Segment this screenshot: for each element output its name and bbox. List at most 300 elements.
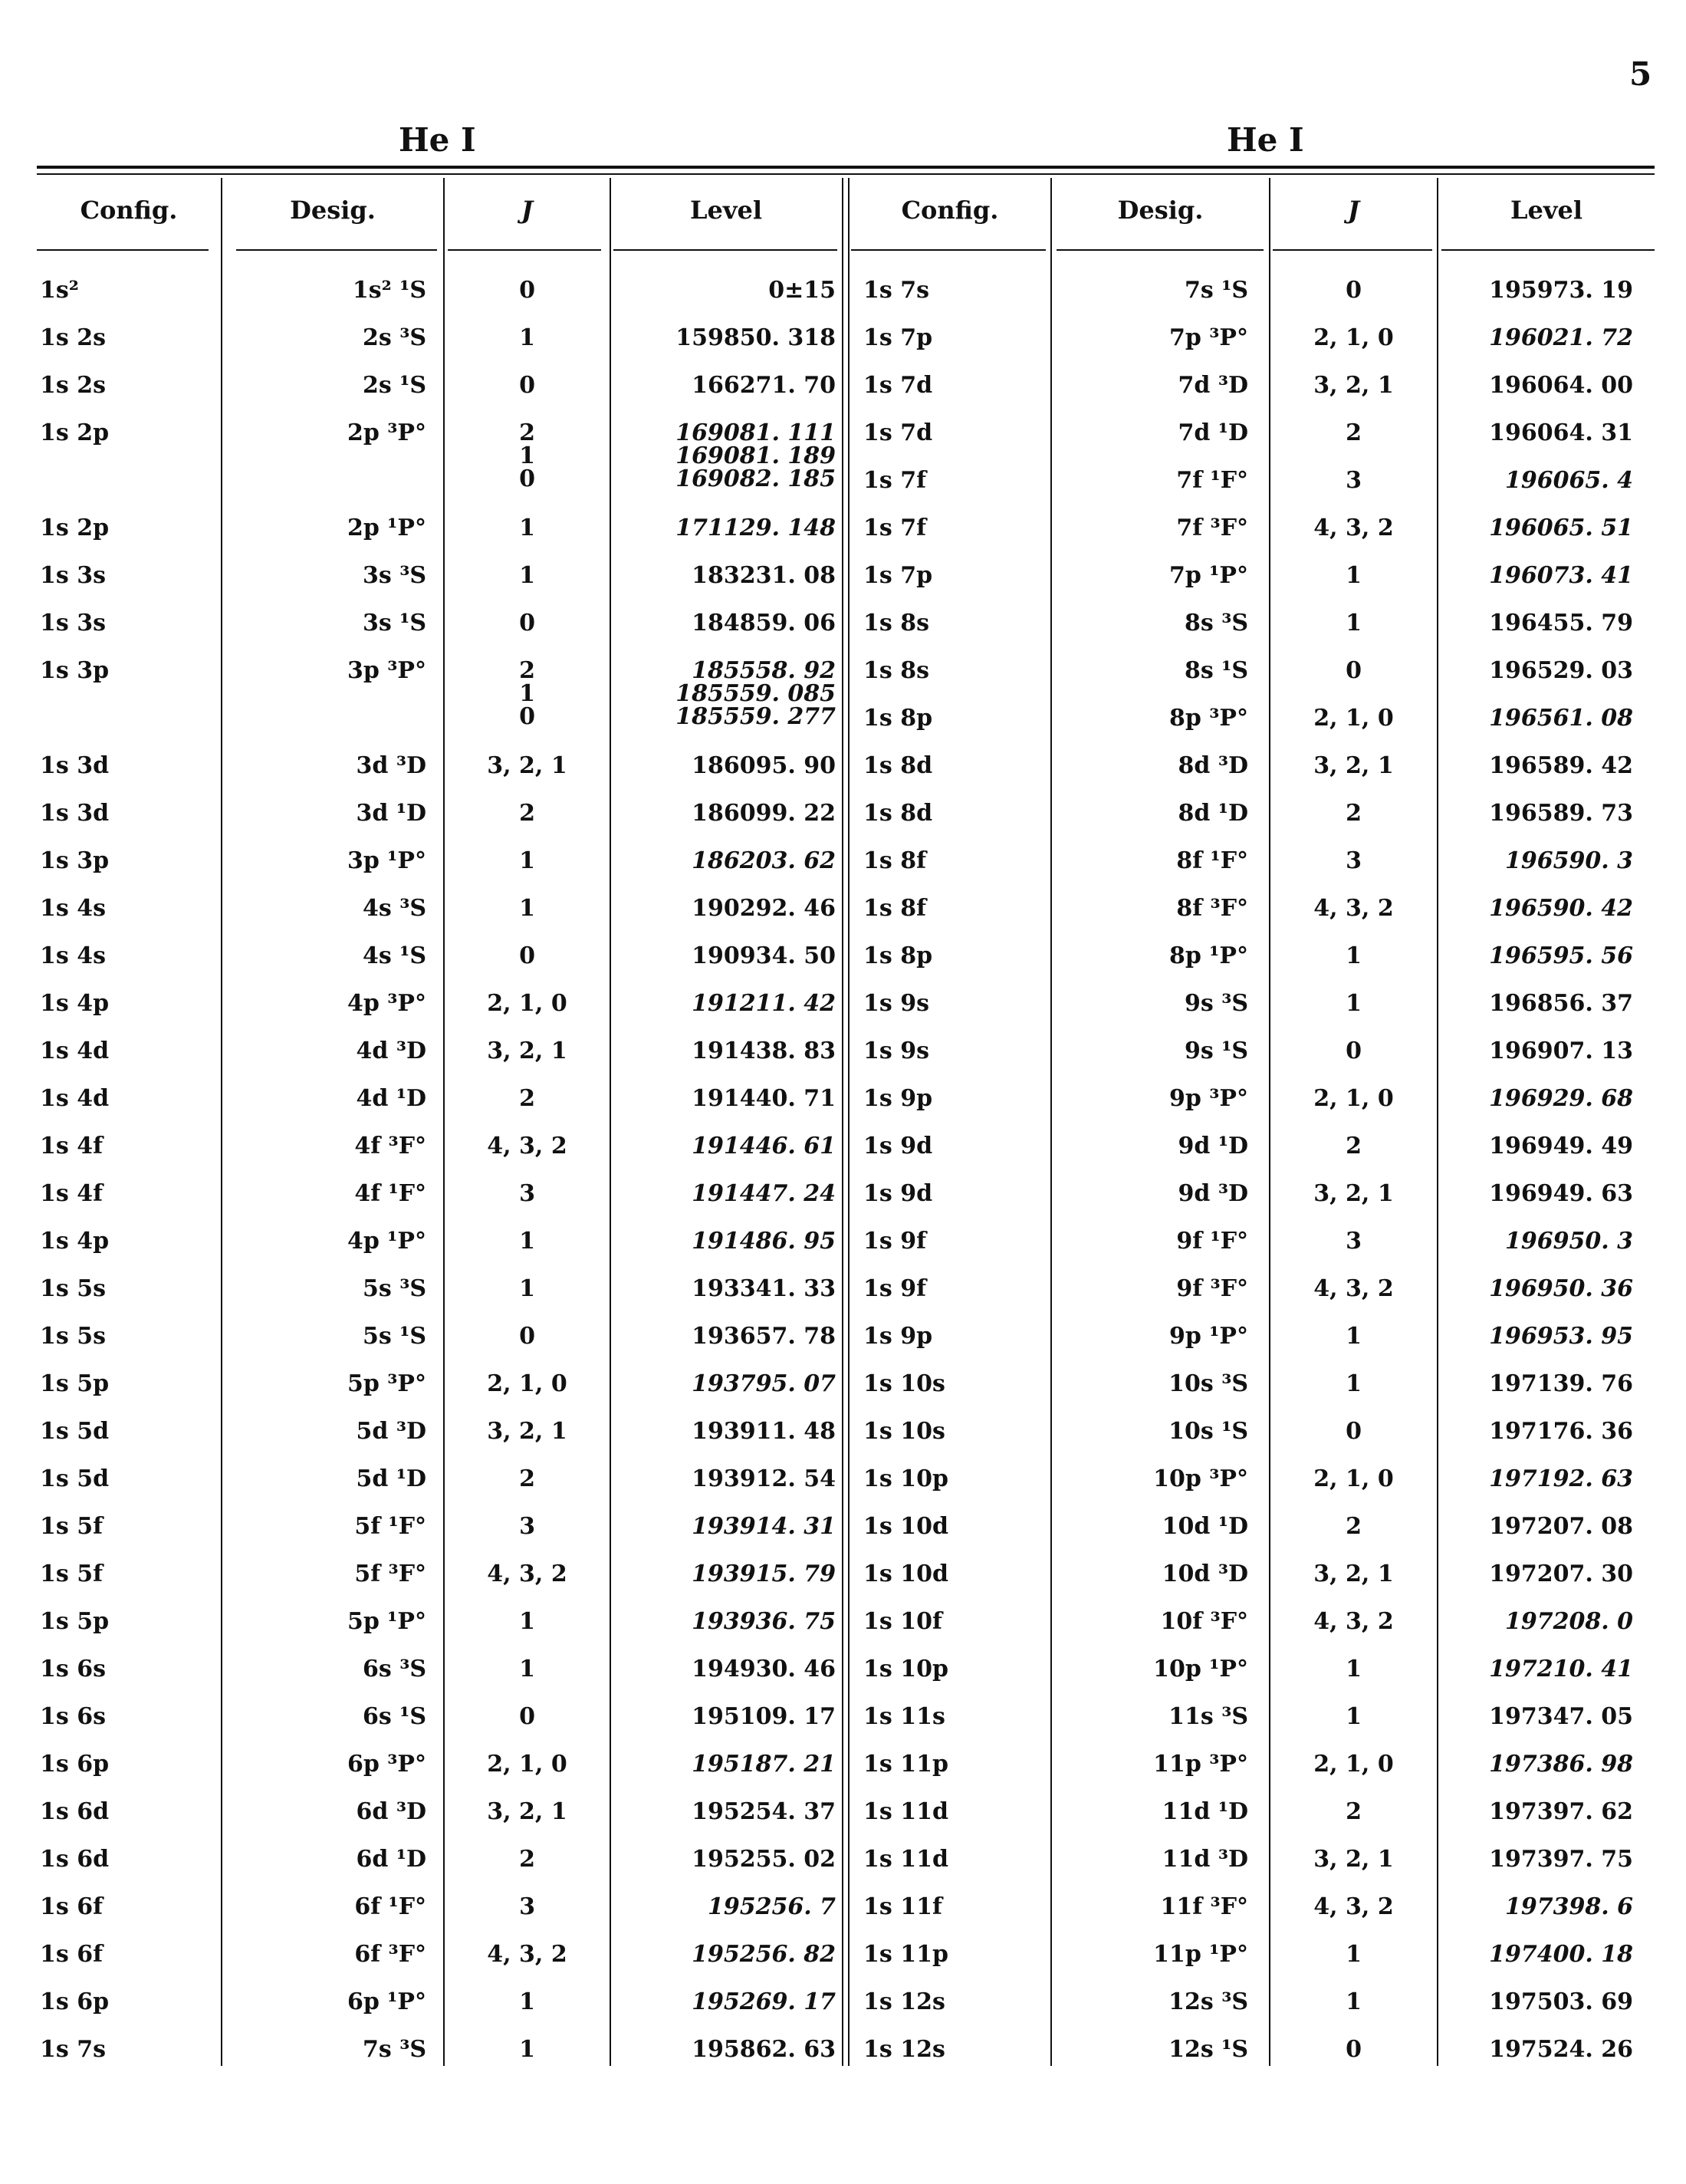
header-rule	[1273, 249, 1432, 251]
j-cell: 3, 2, 1	[1313, 1561, 1394, 1587]
j-cell: 0	[519, 942, 535, 969]
desig-cell: 10s ³S	[1168, 1370, 1248, 1397]
level-cell: 197503. 69	[1489, 1988, 1633, 2015]
table-row	[37, 1883, 1655, 1931]
config-cell: 1s 2p	[40, 515, 110, 541]
level-cell: 197207. 08	[1489, 1513, 1633, 1540]
table-row	[37, 932, 1655, 980]
config-cell: 1s 11p	[863, 1751, 948, 1778]
level-cell: 195187. 21	[692, 1751, 836, 1778]
level-cell: 196455. 79	[1489, 610, 1633, 636]
desig-cell: 2p ¹P°	[347, 515, 426, 541]
j-cell-line: 2	[519, 419, 535, 446]
desig-cell: 11f ³F°	[1160, 1893, 1248, 1920]
config-cell: 1s 3d	[40, 800, 110, 827]
desig-cell: 5s ¹S	[362, 1323, 426, 1350]
level-cell: 196953. 95	[1489, 1323, 1633, 1350]
j-cell: 3, 2, 1	[1313, 752, 1394, 779]
level-cell: 196073. 41	[1489, 562, 1633, 589]
level-cell: 197208. 0	[1504, 1608, 1633, 1635]
config-cell: 1s 5d	[40, 1418, 110, 1445]
j-cell-line: 1	[519, 680, 535, 707]
level-cell: 194930. 46	[692, 1656, 836, 1682]
desig-cell: 10d ³D	[1162, 1561, 1248, 1587]
table-row	[37, 1646, 1655, 1693]
j-cell: 3, 2, 1	[487, 1418, 567, 1445]
level-cell: 196950. 3	[1504, 1228, 1633, 1255]
j-cell: 1	[519, 562, 535, 589]
config-cell: 1s²	[40, 277, 79, 304]
level-cell: 184859. 06	[692, 610, 836, 636]
config-cell: 1s 11d	[863, 1846, 948, 1873]
desig-cell: 9d ¹D	[1178, 1133, 1248, 1159]
config-cell: 1s 6s	[40, 1703, 106, 1730]
j-cell: 2	[1346, 800, 1362, 827]
config-cell: 1s 11p	[863, 1941, 948, 1968]
level-cell: 197524. 26	[1489, 2036, 1633, 2063]
desig-cell: 11p ¹P°	[1153, 1941, 1248, 1968]
header-rule	[236, 249, 437, 251]
desig-cell: 8s ¹S	[1184, 657, 1248, 684]
desig-cell: 4s ¹S	[362, 942, 426, 969]
table-row	[37, 1788, 1655, 1836]
config-cell: 1s 9p	[863, 1323, 933, 1350]
j-cell: 2, 1, 0	[1313, 324, 1394, 351]
desig-cell: 8f ³F°	[1176, 895, 1248, 922]
level-cell: 196595. 56	[1489, 942, 1633, 969]
config-cell: 1s 9f	[863, 1228, 926, 1255]
config-cell: 1s 6f	[40, 1893, 103, 1920]
desig-cell: 10d ¹D	[1162, 1513, 1248, 1540]
table-row	[37, 1836, 1655, 1883]
desig-cell: 5d ¹D	[356, 1465, 426, 1492]
level-cell: 191211. 42	[692, 990, 836, 1017]
table-row	[37, 1028, 1655, 1075]
config-cell: 1s 5p	[40, 1608, 110, 1635]
top-rule-thick	[37, 166, 1655, 169]
j-cell: 1	[519, 847, 535, 874]
j-cell: 3	[519, 1180, 535, 1207]
level-cell: 197386. 98	[1489, 1751, 1633, 1778]
j-cell: 2, 1, 0	[487, 990, 567, 1017]
header-rule	[613, 249, 837, 251]
config-cell: 1s 8s	[863, 657, 929, 684]
desig-cell: 10p ¹P°	[1153, 1656, 1248, 1682]
level-cell: 166271. 70	[692, 372, 836, 399]
section-title-right: He I	[1227, 121, 1304, 159]
level-cell: 195256. 82	[692, 1941, 836, 1968]
header-config-left: Config.	[80, 196, 178, 225]
level-cell: 196561. 08	[1489, 705, 1633, 732]
j-cell: 1	[519, 515, 535, 541]
config-cell: 1s 5s	[40, 1275, 106, 1302]
j-cell: 3, 2, 1	[487, 1798, 567, 1825]
j-cell: 0	[1346, 1418, 1362, 1445]
config-cell: 1s 11d	[863, 1798, 948, 1825]
table-row	[37, 1218, 1655, 1265]
table-row	[37, 1931, 1655, 1978]
level-cell: 183231. 08	[692, 562, 836, 589]
j-cell: 3	[1346, 467, 1362, 494]
table-row	[37, 837, 1655, 885]
desig-cell: 7d ¹D	[1178, 419, 1248, 446]
desig-cell: 10f ³F°	[1160, 1608, 1248, 1635]
level-cell: 191438. 83	[692, 1038, 836, 1064]
j-cell: 2, 1, 0	[1313, 1465, 1394, 1492]
level-cell: 197139. 76	[1489, 1370, 1633, 1397]
desig-cell: 7s ¹S	[1184, 277, 1248, 304]
level-cell: 197207. 30	[1489, 1561, 1633, 1587]
config-cell: 1s 5s	[40, 1323, 106, 1350]
header-j-left: J	[521, 196, 534, 225]
j-cell: 3, 2, 1	[487, 752, 567, 779]
j-cell: 1	[1346, 1703, 1362, 1730]
j-cell: 2, 1, 0	[1313, 705, 1394, 732]
config-cell: 1s 6f	[40, 1941, 103, 1968]
level-cell: 196589. 42	[1489, 752, 1633, 779]
desig-cell: 9p ¹P°	[1169, 1323, 1248, 1350]
level-cell: 191446. 61	[692, 1133, 836, 1159]
config-cell: 1s 7s	[40, 2036, 106, 2063]
config-cell: 1s 3s	[40, 562, 106, 589]
desig-cell: 6f ¹F°	[354, 1893, 426, 1920]
header-j-right: J	[1347, 196, 1360, 225]
header-rule	[1441, 249, 1655, 251]
desig-cell: 11d ³D	[1162, 1846, 1248, 1873]
desig-cell: 8d ¹D	[1178, 800, 1248, 827]
config-cell: 1s 4f	[40, 1180, 103, 1207]
table-row	[37, 1741, 1655, 1788]
j-cell: 1	[519, 2036, 535, 2063]
table-row	[37, 742, 1655, 790]
desig-cell: 6p ³P°	[347, 1751, 426, 1778]
j-cell: 1	[519, 1656, 535, 1682]
j-cell: 4, 3, 2	[487, 1133, 567, 1159]
j-cell: 2	[1346, 1513, 1362, 1540]
header-rule	[851, 249, 1046, 251]
config-cell: 1s 3p	[40, 657, 110, 684]
level-cell: 191447. 24	[692, 1180, 836, 1207]
j-cell: 2, 1, 0	[487, 1370, 567, 1397]
j-cell: 1	[519, 1608, 535, 1635]
level-cell-line: 185558. 92	[692, 657, 836, 684]
desig-cell: 10p ³P°	[1153, 1465, 1248, 1492]
header-desig-right: Desig.	[1117, 196, 1204, 225]
j-cell: 1	[1346, 1323, 1362, 1350]
config-cell: 1s 12s	[863, 1988, 945, 2015]
table-row	[37, 505, 1655, 552]
level-cell: 196590. 42	[1489, 895, 1633, 922]
desig-cell: 4s ³S	[362, 895, 426, 922]
table-row	[37, 1313, 1655, 1360]
desig-cell: 10s ¹S	[1168, 1418, 1248, 1445]
desig-cell: 7s ³S	[362, 2036, 426, 2063]
j-cell: 0	[519, 1323, 535, 1350]
j-cell: 0	[1346, 657, 1362, 684]
desig-cell: 7d ³D	[1178, 372, 1248, 399]
j-cell: 4, 3, 2	[1313, 515, 1394, 541]
j-cell: 4, 3, 2	[487, 1941, 567, 1968]
config-cell: 1s 8p	[863, 942, 933, 969]
level-cell: 197397. 75	[1489, 1846, 1633, 1873]
config-cell: 1s 7p	[863, 562, 933, 589]
config-cell: 1s 4d	[40, 1038, 110, 1064]
desig-cell: 8s ³S	[1184, 610, 1248, 636]
desig-cell: 4d ¹D	[356, 1085, 426, 1112]
j-cell: 2, 1, 0	[487, 1751, 567, 1778]
config-cell: 1s 9p	[863, 1085, 933, 1112]
desig-cell: 4p ¹P°	[347, 1228, 426, 1255]
level-cell: 197398. 6	[1504, 1893, 1633, 1920]
desig-cell: 5d ³D	[356, 1418, 426, 1445]
table-row	[37, 790, 1655, 837]
config-cell: 1s 10p	[863, 1465, 948, 1492]
table-row	[37, 1123, 1655, 1170]
table-row	[37, 1075, 1655, 1123]
level-cell: 196064. 31	[1489, 419, 1633, 446]
desig-cell: 5s ³S	[362, 1275, 426, 1302]
j-cell: 3, 2, 1	[1313, 1846, 1394, 1873]
level-cell: 195255. 02	[692, 1846, 836, 1873]
table-row	[37, 1360, 1655, 1408]
level-cell: 196064. 00	[1489, 372, 1633, 399]
j-cell: 2, 1, 0	[1313, 1085, 1394, 1112]
j-cell: 4, 3, 2	[1313, 895, 1394, 922]
config-cell: 1s 10d	[863, 1561, 948, 1587]
j-cell: 2	[1346, 1798, 1362, 1825]
table-row	[37, 1693, 1655, 1741]
table-row	[37, 2026, 1655, 2074]
config-cell: 1s 9d	[863, 1180, 933, 1207]
desig-cell: 1s² ¹S	[352, 277, 426, 304]
j-cell: 0	[1346, 1038, 1362, 1064]
level-cell-line: 169082. 185	[675, 465, 836, 492]
level-cell: 196949. 63	[1489, 1180, 1633, 1207]
table-row	[37, 600, 1655, 647]
level-cell: 195973. 19	[1489, 277, 1633, 304]
level-cell: 196021. 72	[1489, 324, 1633, 351]
desig-cell: 3p ³P°	[347, 657, 426, 684]
level-cell: 195109. 17	[692, 1703, 836, 1730]
level-cell: 196929. 68	[1489, 1085, 1633, 1112]
table-row	[37, 457, 1655, 505]
config-cell: 1s 8d	[863, 752, 933, 779]
config-cell: 1s 4d	[40, 1085, 110, 1112]
j-cell: 2	[1346, 1133, 1362, 1159]
config-cell: 1s 11s	[863, 1703, 945, 1730]
config-cell: 1s 3d	[40, 752, 110, 779]
level-cell: 196590. 3	[1504, 847, 1633, 874]
desig-cell: 3d ³D	[356, 752, 426, 779]
j-cell: 0	[519, 277, 535, 304]
config-cell: 1s 4p	[40, 990, 110, 1017]
level-cell: 0±15	[768, 277, 836, 304]
level-cell: 159850. 318	[675, 324, 836, 351]
level-cell: 193911. 48	[692, 1418, 836, 1445]
desig-cell: 9p ³P°	[1169, 1085, 1248, 1112]
level-cell: 186203. 62	[692, 847, 836, 874]
j-cell: 4, 3, 2	[1313, 1893, 1394, 1920]
desig-cell: 7f ³F°	[1176, 515, 1248, 541]
config-cell: 1s 4p	[40, 1228, 110, 1255]
desig-cell: 8p ³P°	[1169, 705, 1248, 732]
level-cell: 197400. 18	[1489, 1941, 1633, 1968]
desig-cell: 12s ³S	[1168, 1988, 1248, 2015]
level-cell: 196065. 4	[1504, 467, 1633, 494]
desig-cell: 2s ³S	[362, 324, 426, 351]
j-cell: 3, 2, 1	[1313, 372, 1394, 399]
desig-cell: 9f ³F°	[1176, 1275, 1248, 1302]
table-row	[37, 410, 1655, 457]
level-cell: 197397. 62	[1489, 1798, 1633, 1825]
header-level-right: Level	[1510, 196, 1582, 225]
j-cell: 4, 3, 2	[1313, 1608, 1394, 1635]
desig-cell: 3d ¹D	[356, 800, 426, 827]
config-cell: 1s 7p	[863, 324, 933, 351]
level-cell: 196065. 51	[1489, 515, 1633, 541]
level-cell-line: 185559. 085	[675, 680, 836, 707]
j-cell: 2	[519, 1465, 535, 1492]
table-row	[37, 647, 1655, 695]
desig-cell: 9d ³D	[1178, 1180, 1248, 1207]
table-row	[37, 1551, 1655, 1598]
level-cell: 171129. 148	[675, 515, 836, 541]
table-row	[37, 885, 1655, 932]
config-cell: 1s 6d	[40, 1798, 110, 1825]
config-cell: 1s 10s	[863, 1418, 945, 1445]
config-cell: 1s 2s	[40, 372, 106, 399]
config-cell: 1s 8f	[863, 895, 926, 922]
level-cell-line: 169081. 189	[675, 442, 836, 469]
table-row	[37, 552, 1655, 600]
desig-cell: 2p ³P°	[347, 419, 426, 446]
desig-cell: 9s ³S	[1184, 990, 1248, 1017]
config-cell: 1s 3p	[40, 847, 110, 874]
level-cell: 191486. 95	[692, 1228, 836, 1255]
level-cell: 196907. 13	[1489, 1038, 1633, 1064]
desig-cell: 9s ¹S	[1184, 1038, 1248, 1064]
table-row	[37, 1265, 1655, 1313]
level-cell: 197176. 36	[1489, 1418, 1633, 1445]
level-cell: 190292. 46	[692, 895, 836, 922]
level-cell: 195254. 37	[692, 1798, 836, 1825]
level-cell: 191440. 71	[692, 1085, 836, 1112]
config-cell: 1s 5d	[40, 1465, 110, 1492]
j-cell: 3, 2, 1	[1313, 1180, 1394, 1207]
j-cell: 3	[1346, 847, 1362, 874]
j-cell: 1	[1346, 1370, 1362, 1397]
desig-cell: 2s ¹S	[362, 372, 426, 399]
desig-cell: 6d ¹D	[356, 1846, 426, 1873]
j-cell: 1	[519, 324, 535, 351]
desig-cell: 5f ¹F°	[354, 1513, 426, 1540]
table-row	[37, 314, 1655, 362]
j-cell: 2	[519, 1085, 535, 1112]
table-row	[37, 1978, 1655, 2026]
config-cell: 1s 5f	[40, 1513, 103, 1540]
j-cell: 1	[519, 895, 535, 922]
level-cell: 186095. 90	[692, 752, 836, 779]
j-cell: 3	[519, 1513, 535, 1540]
desig-cell: 3s ³S	[362, 562, 426, 589]
j-cell: 0	[1346, 2036, 1362, 2063]
config-cell: 1s 8d	[863, 800, 933, 827]
level-cell: 193341. 33	[692, 1275, 836, 1302]
table-row	[37, 1408, 1655, 1455]
config-cell: 1s 10f	[863, 1608, 942, 1635]
level-cell: 196589. 73	[1489, 800, 1633, 827]
j-cell-line: 2	[519, 657, 535, 684]
j-cell: 1	[1346, 1656, 1362, 1682]
desig-cell: 11d ¹D	[1162, 1798, 1248, 1825]
config-cell: 1s 8p	[863, 705, 933, 732]
table-row	[37, 1598, 1655, 1646]
level-cell: 197192. 63	[1489, 1465, 1633, 1492]
header-rule	[448, 249, 601, 251]
level-cell-line: 169081. 111	[675, 419, 836, 446]
level-cell: 197210. 41	[1489, 1656, 1633, 1682]
level-cell: 186099. 22	[692, 800, 836, 827]
desig-cell: 7p ³P°	[1169, 324, 1248, 351]
desig-cell: 5f ³F°	[354, 1561, 426, 1587]
config-cell: 1s 3s	[40, 610, 106, 636]
config-cell: 1s 8s	[863, 610, 929, 636]
config-cell: 1s 12s	[863, 2036, 945, 2063]
j-cell: 4, 3, 2	[1313, 1275, 1394, 1302]
desig-cell: 8d ³D	[1178, 752, 1248, 779]
level-cell: 190934. 50	[692, 942, 836, 969]
j-cell: 0	[519, 1703, 535, 1730]
desig-cell: 6s ¹S	[362, 1703, 426, 1730]
header-level-left: Level	[690, 196, 762, 225]
desig-cell: 7f ¹F°	[1176, 467, 1248, 494]
config-cell: 1s 9d	[863, 1133, 933, 1159]
desig-cell: 4d ³D	[356, 1038, 426, 1064]
j-cell: 1	[1346, 1988, 1362, 2015]
level-cell: 197347. 05	[1489, 1703, 1633, 1730]
j-cell-line: 1	[519, 442, 535, 469]
j-cell: 0	[519, 372, 535, 399]
desig-cell: 5p ³P°	[347, 1370, 426, 1397]
j-cell: 1	[1346, 1941, 1362, 1968]
config-cell: 1s 6p	[40, 1988, 110, 2015]
level-cell: 193912. 54	[692, 1465, 836, 1492]
level-cell: 196856. 37	[1489, 990, 1633, 1017]
j-cell: 0	[519, 610, 535, 636]
config-cell: 1s 9s	[863, 1038, 929, 1064]
desig-cell: 6s ³S	[362, 1656, 426, 1682]
desig-cell: 6d ³D	[356, 1798, 426, 1825]
level-cell: 195269. 17	[692, 1988, 836, 2015]
j-cell: 4, 3, 2	[487, 1561, 567, 1587]
j-cell: 1	[519, 1988, 535, 2015]
desig-cell: 4p ³P°	[347, 990, 426, 1017]
header-desig-left: Desig.	[290, 196, 376, 225]
j-cell: 3	[519, 1893, 535, 1920]
config-cell: 1s 4s	[40, 895, 106, 922]
config-cell: 1s 2s	[40, 324, 106, 351]
level-cell: 196529. 03	[1489, 657, 1633, 684]
desig-cell: 3s ¹S	[362, 610, 426, 636]
j-cell: 2	[1346, 419, 1362, 446]
table-row	[37, 362, 1655, 410]
config-cell: 1s 6s	[40, 1656, 106, 1682]
page-number: 5	[1629, 55, 1652, 93]
desig-cell: 4f ³F°	[354, 1133, 426, 1159]
table-row	[37, 1170, 1655, 1218]
desig-cell: 11s ³S	[1168, 1703, 1248, 1730]
j-cell: 3, 2, 1	[487, 1038, 567, 1064]
